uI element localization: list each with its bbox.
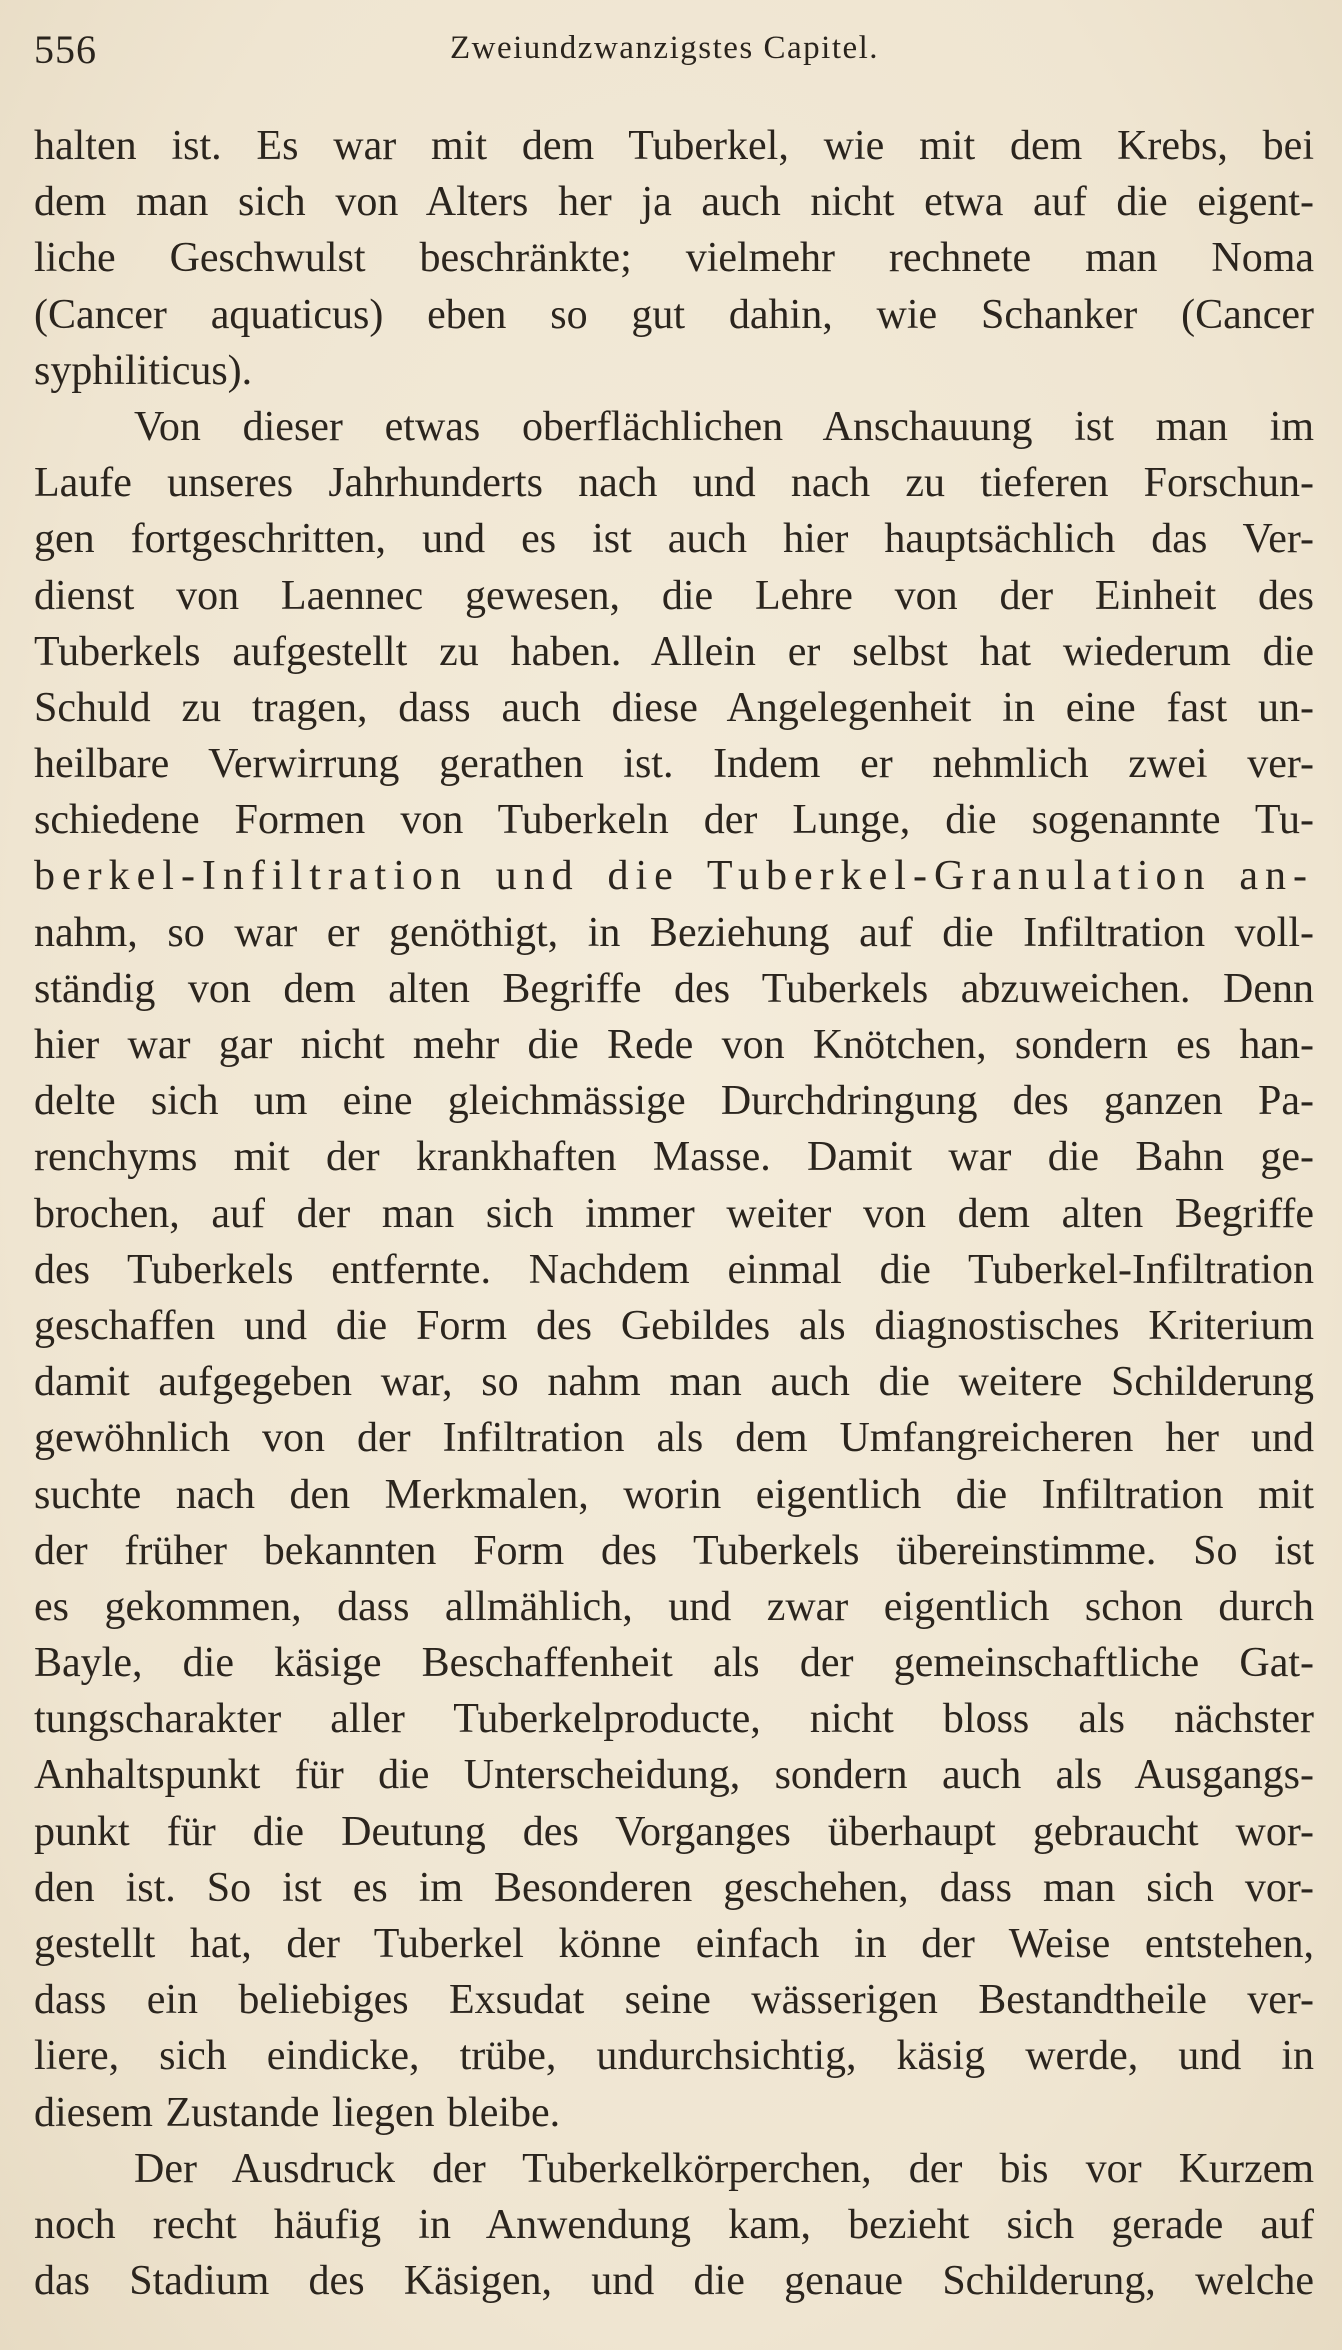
- text-line: Schuld zu tragen, dass auch diese Angelegenheit in eine fast un-: [34, 684, 1314, 731]
- text-line: des Tuberkels entfernte. Nachdem einmal die Tuberkel-Infiltration: [34, 1246, 1314, 1293]
- text-line: geschaffen und die Form des Gebildes als diagnostisches Kriterium: [34, 1302, 1314, 1349]
- text-line: Von dieser etwas oberflächlichen Anschauung ist man im: [134, 403, 1314, 450]
- text-line: der früher bekannten Form des Tuberkels übereinstimme. So ist: [34, 1527, 1314, 1574]
- text-line: dienst von Laennec gewesen, die Lehre von der Einheit des: [34, 572, 1314, 619]
- text-line: ständig von dem alten Begriffe des Tuberkels abzuweichen. Denn: [34, 965, 1314, 1012]
- text-line: hier war gar nicht mehr die Rede von Knötchen, sondern es han-: [34, 1022, 1314, 1068]
- text-line: liche Geschwulst beschränkte; vielmehr rechnete man Noma: [34, 235, 1314, 282]
- text-line: gen fortgeschritten, und es ist auch hier hauptsächlich das Ver-: [34, 516, 1314, 563]
- text-line: damit aufgegeben war, so nahm man auch die weitere Schilderung: [34, 1359, 1314, 1406]
- text-line: dass ein beliebiges Exsudat seine wässerigen Bestandtheile ver-: [34, 1977, 1314, 2024]
- text-line: dem man sich von Alters her ja auch nicht etwa auf die eigent-: [34, 179, 1314, 226]
- text-line: Tuberkels aufgestellt zu haben. Allein er selbst hat wiederum die: [34, 628, 1314, 675]
- text-line: liere, sich eindicke, trübe, undurchsichtig, käsig werde, und in: [34, 2033, 1314, 2080]
- text-line: nahm, so war er genöthigt, in Beziehung auf die Infiltration voll-: [34, 909, 1314, 956]
- text-line: punkt für die Deutung des Vorganges überhaupt gebraucht wor-: [34, 1808, 1314, 1855]
- text-line: Laufe unseres Jahrhunderts nach und nach zu tieferen Forschun-: [34, 460, 1314, 507]
- page-header: [34, 26, 1304, 86]
- text-line: (Cancer aquaticus) eben so gut dahin, wie Schanker (Cancer: [34, 291, 1314, 338]
- text-line: Der Ausdruck der Tuberkelkörperchen, der bis vor Kurzem: [134, 2145, 1314, 2192]
- text-line: heilbare Verwirrung gerathen ist. Indem er nehmlich zwei ver-: [34, 741, 1314, 788]
- text-line: berkel-Infiltration und die Tuberkel-Granulation an-: [34, 853, 1314, 900]
- text-line: Bayle, die käsige Beschaffenheit als der gemeinschaftliche Gat-: [34, 1640, 1314, 1687]
- text-line: es gekommen, dass allmählich, und zwar eigentlich schon durch: [34, 1583, 1314, 1630]
- text-line: tungscharakter aller Tuberkelproducte, nicht bloss als nächster: [34, 1696, 1314, 1743]
- text-line: halten ist. Es war mit dem Tuberkel, wie mit dem Krebs, bei: [34, 123, 1314, 169]
- running-head: Zweiundzwanzigstes Capitel.: [450, 30, 880, 66]
- text-line: renchyms mit der krankhaften Masse. Damit war die Bahn ge-: [34, 1134, 1314, 1181]
- text-line: gestellt hat, der Tuberkel könne einfach in der Weise entstehen,: [34, 1921, 1314, 1967]
- page-number: 556: [34, 27, 97, 72]
- text-line: brochen, auf der man sich immer weiter von dem alten Begriffe: [34, 1190, 1314, 1237]
- text-line: syphiliticus).: [34, 347, 253, 394]
- text-line: den ist. So ist es im Besonderen geschehen, dass man sich vor-: [34, 1864, 1314, 1911]
- text-line: diesem Zustande liegen bleibe.: [34, 2089, 561, 2136]
- text-line: gewöhnlich von der Infiltration als dem Umfangreicheren her und: [34, 1415, 1314, 1462]
- body-text: [34, 118, 1314, 2309]
- text-line: Anhaltspunkt für die Unterscheidung, sondern auch als Ausgangs-: [34, 1752, 1314, 1799]
- text-line: schiedene Formen von Tuberkeln der Lunge, die sogenannte Tu-: [34, 797, 1314, 844]
- text-line: noch recht häufig in Anwendung kam, bezieht sich gerade auf: [34, 2201, 1314, 2248]
- text-line: delte sich um eine gleichmässige Durchdringung des ganzen Pa-: [34, 1078, 1314, 1125]
- text-line: das Stadium des Käsigen, und die genaue Schilderung, welche: [34, 2258, 1314, 2305]
- text-line: suchte nach den Merkmalen, worin eigentlich die Infiltration mit: [34, 1471, 1314, 1518]
